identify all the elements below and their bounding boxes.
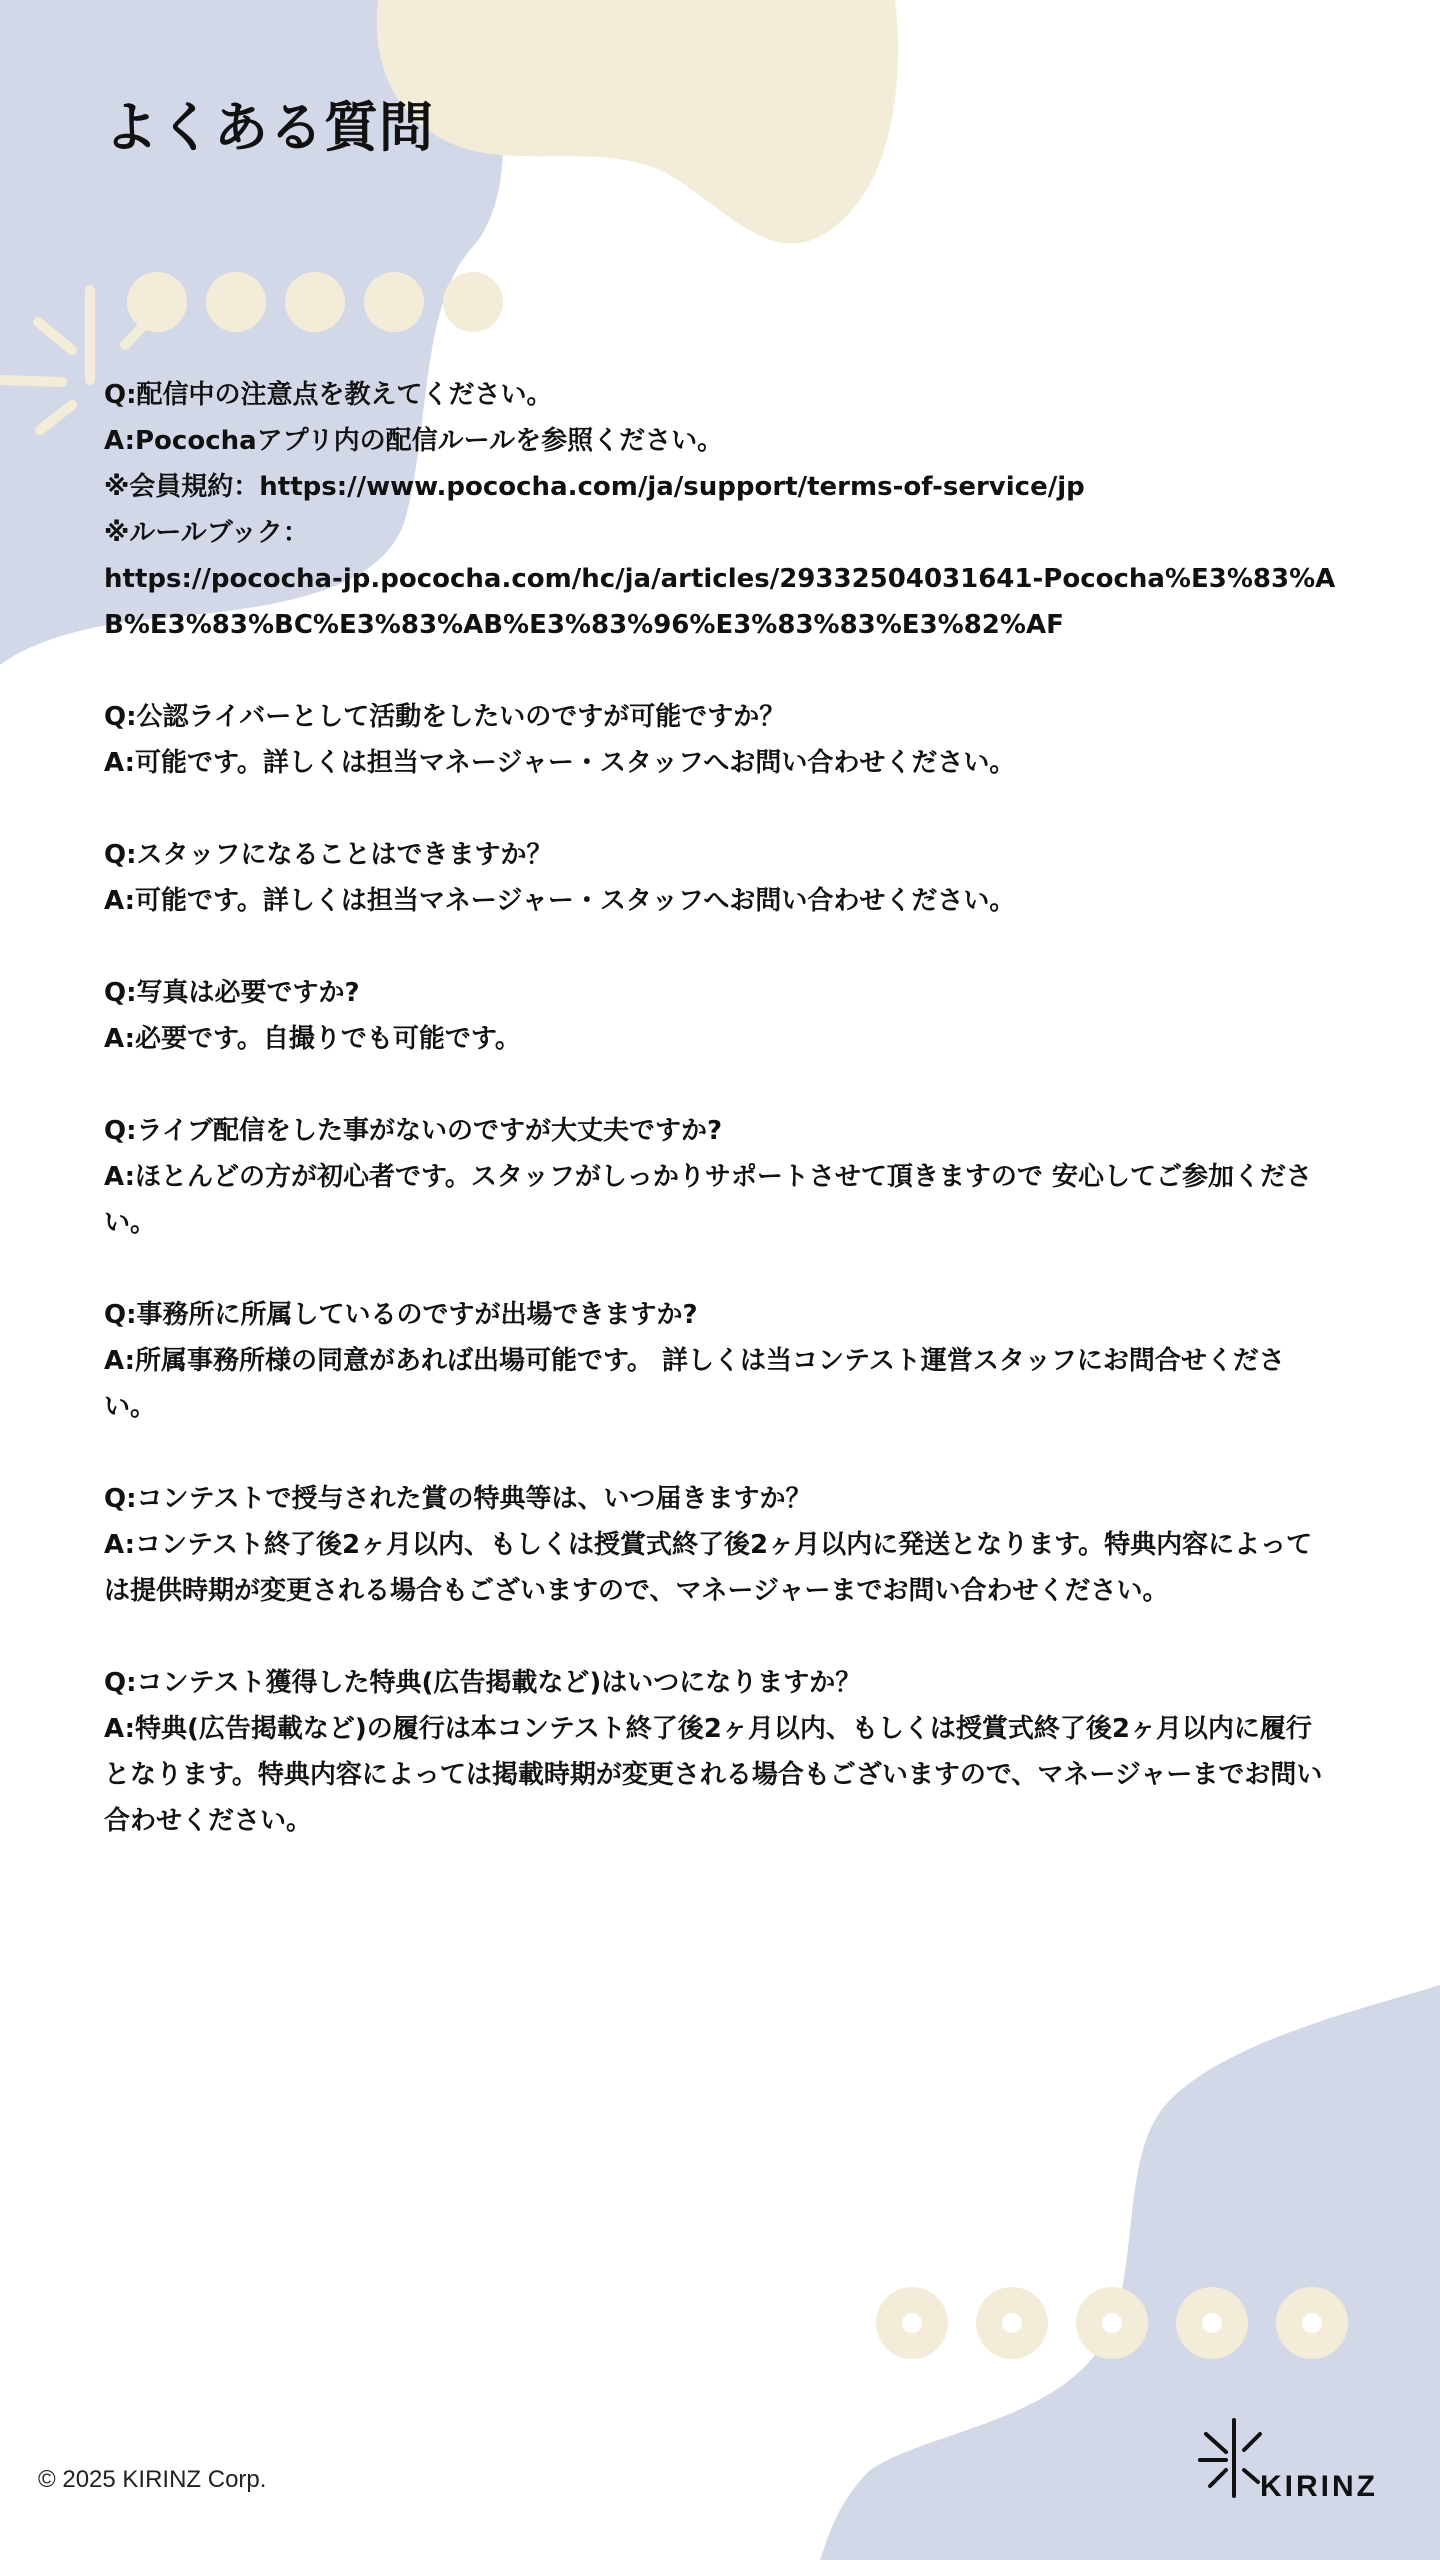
faq-answer-line: A:特典(広告掲載など)の履行は本コンテスト終了後2ヶ月以内、もしくは授賞式終了後2ヶ月以内に履行となります。特典内容によっては掲載時期が変更される場合もございますので、マネージャーまでお問い合わせください。 [104, 1714, 1323, 1836]
copyright-text: © 2025 KIRINZ Corp. [38, 2466, 267, 2493]
faq-answer-line: ※ルールブック： [104, 518, 309, 548]
faq-question: Q:配信中の注意点を教えてください。 [104, 380, 553, 410]
faq-list [104, 372, 1336, 1890]
faq-answer-line: A:Pocochaアプリ内の配信ルールを参照ください。 [104, 426, 724, 456]
faq-item [104, 1660, 1336, 1844]
faq-answer-line: A:可能です。詳しくは担当マネージャー・スタッフへお問い合わせください。 [104, 748, 1016, 778]
faq-answer-line: A:ほとんどの方が初心者です。スタッフがしっかりサポートさせて頂きますので 安心してご参加ください。 [104, 1162, 1312, 1238]
brand-logo [1196, 2412, 1406, 2512]
faq-question: Q:コンテスト獲得した特典(広告掲載など)はいつになりますか？ [104, 1668, 862, 1698]
kirinz-starburst-icon [1196, 2412, 1266, 2502]
faq-item [104, 1108, 1336, 1246]
faq-item [104, 970, 1336, 1062]
faq-item [104, 372, 1336, 648]
faq-item [104, 1292, 1336, 1430]
faq-answer-line: https://pococha-jp.pococha.com/hc/ja/articles/29332504031641-Pococha%E3%83%AB%E3%83%BC%E3%83%AB%E3%83%96%E3%83%83%E3%82%AF [104, 564, 1336, 640]
page-title: よくある質問 [104, 96, 434, 159]
faq-question: Q:スタッフになることはできますか？ [104, 840, 553, 870]
faq-question: Q:コンテストで授与された賞の特典等は、いつ届きますか？ [104, 1484, 812, 1514]
faq-question: Q:ライブ配信をした事がないのですが大丈夫ですか? [104, 1116, 723, 1146]
brand-name: KIRINZ [1260, 2470, 1378, 2503]
faq-question: Q:公認ライバーとして活動をしたいのですが可能ですか？ [104, 702, 786, 732]
faq-answer-line: A:必要です。自撮りでも可能です。 [104, 1024, 521, 1054]
faq-item [104, 694, 1336, 786]
faq-answer-line: A:可能です。詳しくは担当マネージャー・スタッフへお問い合わせください。 [104, 886, 1016, 916]
faq-answer-line: A:コンテスト終了後2ヶ月以内、もしくは授賞式終了後2ヶ月以内に発送となります。特典内容によっては提供時期が変更される場合もございますので、マネージャーまでお問い合わせください。 [104, 1530, 1313, 1606]
faq-answer-line: A:所属事務所様の同意があれば出場可能です。 詳しくは当コンテスト運営スタッフにお問合せください。 [104, 1346, 1285, 1422]
faq-item [104, 1476, 1336, 1614]
faq-answer-line: ※会員規約：https://www.pococha.com/ja/support/terms-of-service/jp [104, 472, 1085, 502]
faq-item [104, 832, 1336, 924]
faq-question: Q:事務所に所属しているのですが出場できますか? [104, 1300, 698, 1330]
faq-question: Q:写真は必要ですか? [104, 978, 360, 1008]
